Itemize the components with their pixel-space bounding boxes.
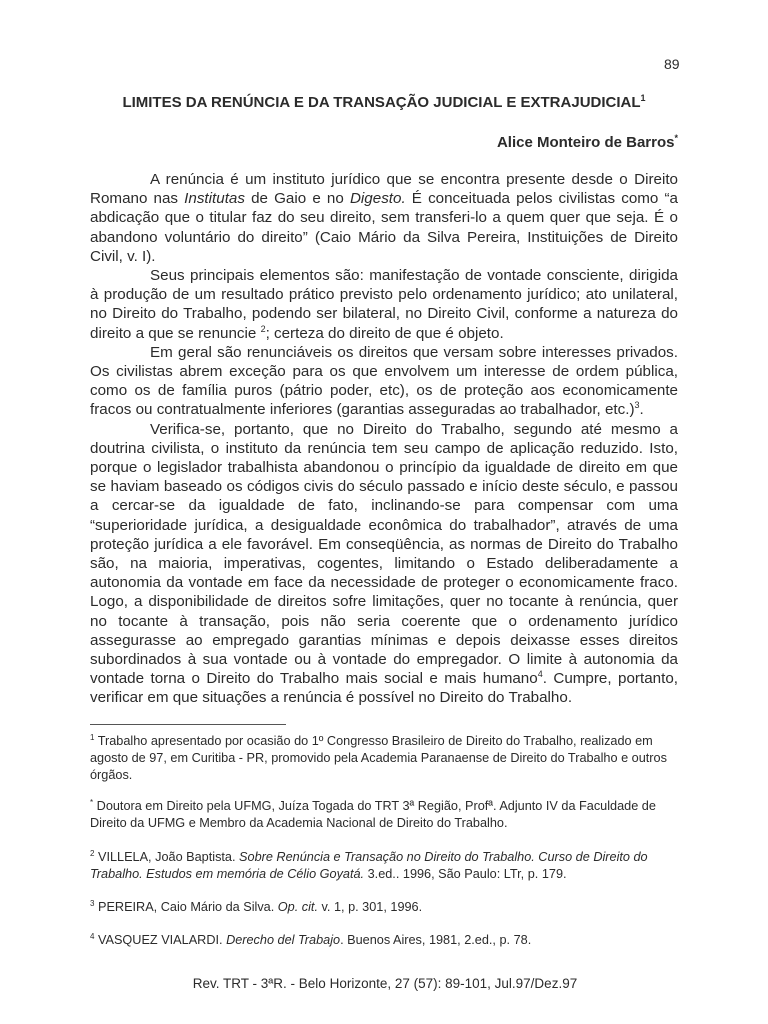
running-footer: Rev. TRT - 3ªR. - Belo Horizonte, 27 (57): 89-101, Jul.97/Dez.97 (192, 976, 578, 991)
footnote-3-italic: Op. cit. (277, 900, 318, 914)
footnote-3-text-a: PEREIRA, Caio Mário da Silva. (94, 900, 278, 914)
footnote-2 (90, 849, 680, 883)
footnote-4-text-b: . Buenos Aires, 1981, 2.ed., p. 78. (340, 933, 532, 947)
paragraph-1-text-b: de Gaio e no (244, 190, 350, 208)
author-footnote-marker: * (674, 133, 678, 143)
paragraph-1-text-a: A renúncia é um instituto jurídico que se encontra presente desde o Direito Romano nas (90, 171, 678, 208)
footnote-author-text: Doutora em Direito pela UFMG, Juíza Togada do TRT 3ª Região, Profª. Adjunto IV da Faculdade de Direito da UFMG e Membro da Academia Nacional de Direito do Trabalho. (90, 799, 656, 830)
footnote-ref-4[interactable]: 4 (537, 669, 543, 680)
paragraph-2-text-b: ; certeza do direito de que é objeto. (265, 324, 504, 342)
footnote-4 (90, 932, 680, 949)
footnote-2-italic: Sobre Renúncia e Transação no Direito do Trabalho. Curso de Direito do Trabalho. Estudos em memória de Célio Goyatá. (90, 850, 648, 881)
footnote-3-text-b: v. 1, p. 301, 1996. (317, 900, 423, 914)
title-footnote-marker: 1 (640, 93, 646, 103)
page-number: 89 (664, 56, 680, 72)
paragraph-2 (90, 266, 678, 343)
footnote-2-text-a: VILLELA, João Baptista. (94, 850, 240, 864)
footnote-4-marker: 4 (90, 932, 95, 941)
footnote-author-marker: * (90, 798, 94, 807)
paragraph-1-italic-digesto: Digesto. (349, 190, 406, 208)
paragraph-4-text-a: Verifica-se, portanto, que no Direito do Trabalho, segundo até mesmo a doutrina civilista, o instituto da renúncia tem seu campo de aplicação reduzido. Isto, porque o legislador trabalhista abandonou o princípio da igualdade de direito em que se haviam baseado os códigos civis do século passado e início deste século, e passou a cercar-se da igualdade de fato, inclinando-se para compensar com uma “superioridade jurídica, a desigualdade econômica do trabalhador”, através de uma proteção jurídica a ele favorável. Em conseqüência, as normas de Direito do Trabalho são, na maioria, imperativas, cogentes, limitando o Estado deliberadamente a autonomia da vontade em face da necessidade de proteger o economicamente fraco. Logo, a disponibilidade de direitos sofre limitações, quer no tocante à renúncia, quer no tocante à transação, pois não seria coerente que o ordenamento jurídico assegurasse ao empregado garantias mínimas e depois deixasse esses direitos subordinados à sua vontade ou à vontade do empregador. O limite à autonomia da vontade torna o Direito do Trabalho mais social e mais humano (90, 420, 678, 688)
author-name (497, 134, 678, 151)
footnote-2-marker: 2 (90, 849, 95, 858)
paragraph-2-text-a: Seus principais elementos são: manifestação de vontade consciente, dirigida à produção de um resultado prático previsto pelo ordenamento jurídico; ato unilateral, no Direito do Trabalho, podendo ser bilateral, no Direito Civil, conforme a natureza do direito a que se renuncie (90, 267, 678, 342)
footnote-1-marker: 1 (90, 733, 95, 742)
paragraph-3-text-b: . (639, 401, 644, 419)
paragraph-1-italic-institutas: Institutas (184, 190, 245, 208)
article-title (90, 94, 678, 111)
footnote-separator (90, 724, 286, 725)
paragraph-1-text-c: É conceituada pelos civilistas como “a abdicação que o titular faz do seu direito, sem transferi-lo a quem quer que seja. É o abandono voluntário do direito” (Caio Mário da Silva Pereira, Instituições de Direito Civil, v. I). (90, 190, 679, 265)
author-name-text: Alice Monteiro de Barros (496, 134, 675, 151)
paragraph-4-text-b: . Cumpre, portanto, verificar em que situações a renúncia é possível no Direito do Trabalho. (90, 670, 678, 707)
footnote-2-text-b: 3.ed.. 1996, São Paulo: LTr, p. 179. (364, 867, 567, 881)
article-body (90, 170, 678, 708)
article-title-text: LIMITES DA RENÚNCIA E DA TRANSAÇÃO JUDICIAL E EXTRAJUDICIAL (122, 94, 641, 111)
footnote-ref-2[interactable]: 2 (260, 323, 266, 334)
paragraph-1 (90, 170, 678, 266)
paragraph-3-text-a: Em geral são renunciáveis os direitos que versam sobre interesses privados. Os civilistas abrem exceção para os que envolvem um interesse de ordem pública, como os de família puros (pátrio poder, etc), os de proteção aos economicamente fracos ou contratualmente inferiores (garantias asseguradas ao trabalhador, etc.) (90, 343, 678, 419)
footnote-4-italic: Derecho del Trabajo (226, 933, 341, 947)
footnote-4-text-a: VASQUEZ VIALARDI. (94, 933, 227, 947)
footnote-3-marker: 3 (90, 899, 95, 908)
paragraph-3 (90, 343, 678, 420)
footnote-3 (90, 899, 680, 916)
footnote-1-text: Trabalho apresentado por ocasião do 1º Congresso Brasileiro de Direito do Trabalho, realizado em agosto de 97, em Curitiba - PR, promovido pela Academia Paranaense de Direito do Trabalho e outros órgãos. (90, 734, 667, 782)
footnote-author (90, 798, 680, 832)
footnote-ref-3[interactable]: 3 (634, 400, 640, 411)
paragraph-4 (90, 420, 678, 708)
footnote-1 (90, 733, 680, 784)
